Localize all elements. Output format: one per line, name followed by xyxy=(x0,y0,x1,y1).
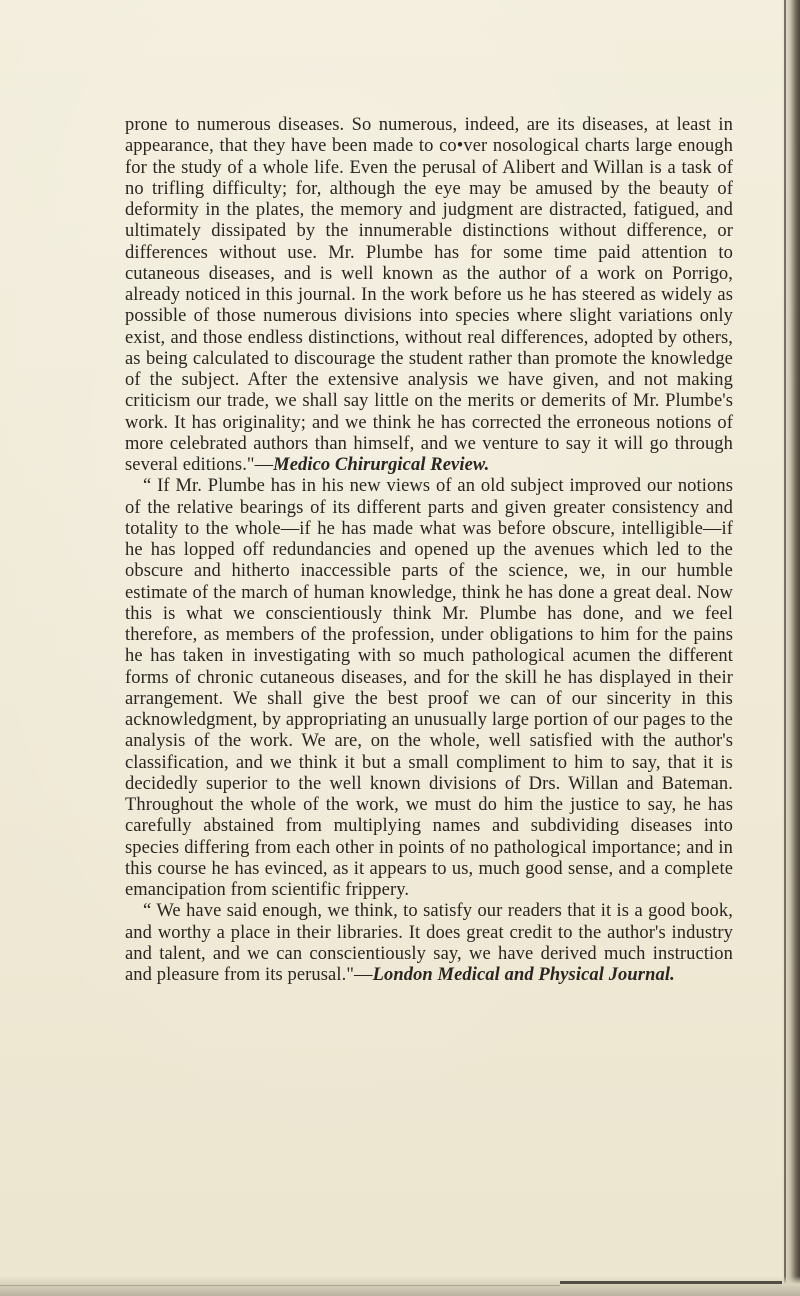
bottom-faint-rule xyxy=(0,1285,560,1286)
paragraph-body: “ If Mr. Plumbe has in his new views of an old subject improved our notions of the relative bearings of its different parts and given greater consistency and totality to the whole—if he has made what was before obscure, intelligible—if he has lopped off redundancies and opened up the avenues which led to the obscure and hitherto inaccessible parts of the science, we, in our humble estimate of the march of human knowledge, think he has done a great deal. Now this is what we conscientiously think Mr. Plumbe has done, and we feel therefore, as members of the profession, under obligations to him for the pains he has taken in investigating with so much pathological acumen the different forms of chronic cutaneous diseases, and for the skill he has displayed in their arrangement. We shall give the best proof we can of our sincerity in this acknowledgment, by appropriating an unusually large portion of our pages to the analysis of the work. We are, on the whole, well satisfied with the author's classification, and we think it but a small compliment to him to say, that it is decidedly superior to the well known divisions of Drs. Willan and Bateman. Throughout the whole of the work, we must do him the justice to say, he has carefully abstained from multiplying names and subdividing diseases into species differing from each other in points of no pathological importance; and in this course he has evinced, as it appears to us, much good sense, and a complete emancipation from scientific frippery. xyxy=(125,476,733,900)
review-paragraph-london-journal xyxy=(125,901,733,986)
review-paragraph-medico-chirurgical xyxy=(125,115,733,476)
bottom-margin-shadow xyxy=(0,1276,800,1296)
paragraph-body: prone to numerous diseases. So numerous, indeed, are its diseases, at least in appearance, that they have been made to co•ver nosological charts large enough for the study of a whole life. Even the perusal of Alibert and Willan is a task of no trifling difficulty; for, although the eye may be amused by the beauty of deformity in the plates, the memory and judgment are distracted, fatigued, and ultimately dissipated by the innumerable distinctions without difference, or differences without use. Mr. Plumbe has for some time paid attention to cutaneous diseases, and is well known as the author of a work on Porrigo, already noticed in this journal. In the work before us he has steered as widely as possible of those numerous divisions into species where slight variations only exist, and those endless distinctions, without real differences, adopted by others, as being calculated to discourage the student rather than promote the knowledge of the subject. After the extensive analysis we have given, and not making criticism our trade, we shall say little on the merits or demerits of Mr. Plumbe's work. It has originality; and we think he has corrected the erroneous notions of more celebrated authors than himself, and we venture to say it will go through several editions."— xyxy=(125,115,733,475)
paragraph-body: “ We have said enough, we think, to satisfy our readers that it is a good book, and worthy a place in their libraries. It does great credit to the author's industry and talent, and we can conscientiously say, we have derived much instruction and pleasure from its perusal."— xyxy=(125,901,733,985)
bottom-dark-rule xyxy=(560,1281,782,1284)
source-citation: London Medical and Physical Journal. xyxy=(372,965,675,985)
source-citation: Medico Chirurgical Review. xyxy=(273,455,490,475)
article-text xyxy=(125,115,733,986)
page-edge-line xyxy=(784,0,786,1296)
review-paragraph-improved-notions xyxy=(125,476,733,901)
